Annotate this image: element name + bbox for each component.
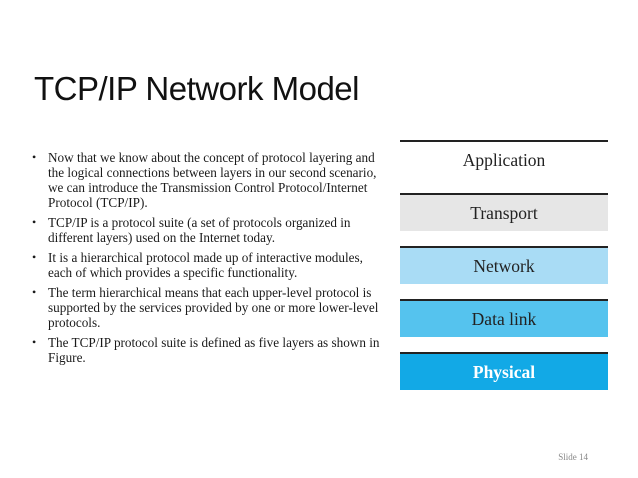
slide-title: TCP/IP Network Model [34, 70, 359, 107]
bullet-text: Now that we know about the concept of protocol layering and the logical connections between layers in our second scenario, we can introduce the Transmission Control Protocol/Internet Protocol (TCP/IP). [48, 150, 377, 210]
bullet-item [30, 335, 380, 365]
layer-application [400, 140, 608, 178]
bullet-text: It is a hierarchical protocol made up of interactive modules, each of which provides a specific functionality. [48, 250, 363, 280]
bullet-item [30, 285, 380, 330]
tcpip-layer-diagram [400, 140, 608, 390]
bullet-text: TCP/IP is a protocol suite (a set of protocols organized in different layers) used on the Internet today. [48, 215, 351, 245]
layer-data-link [400, 299, 608, 337]
bullet-item [30, 150, 380, 210]
layer-physical [400, 352, 608, 390]
bullet-item [30, 215, 380, 245]
bullet-icon: • [32, 250, 37, 264]
bullet-list [30, 150, 380, 370]
slide-number: Slide 14 [558, 452, 588, 462]
layer-label: Physical [472, 361, 536, 382]
bullet-icon: • [32, 335, 37, 349]
bullet-icon: • [32, 285, 37, 299]
bullet-text: The TCP/IP protocol suite is defined as five layers as shown in Figure. [48, 335, 380, 365]
bullet-icon: • [32, 150, 37, 164]
bullet-text: The term hierarchical means that each upper-level protocol is supported by the services provided by one or more lower-level protocols. [48, 285, 379, 330]
layer-network [400, 246, 608, 284]
layer-label: Transport [470, 202, 538, 223]
bullet-icon: • [32, 215, 37, 229]
bullet-item [30, 250, 380, 280]
layer-label: Data link [471, 308, 537, 329]
layer-label: Network [473, 255, 535, 276]
layer-transport [400, 193, 608, 231]
layer-label: Application [462, 149, 546, 170]
